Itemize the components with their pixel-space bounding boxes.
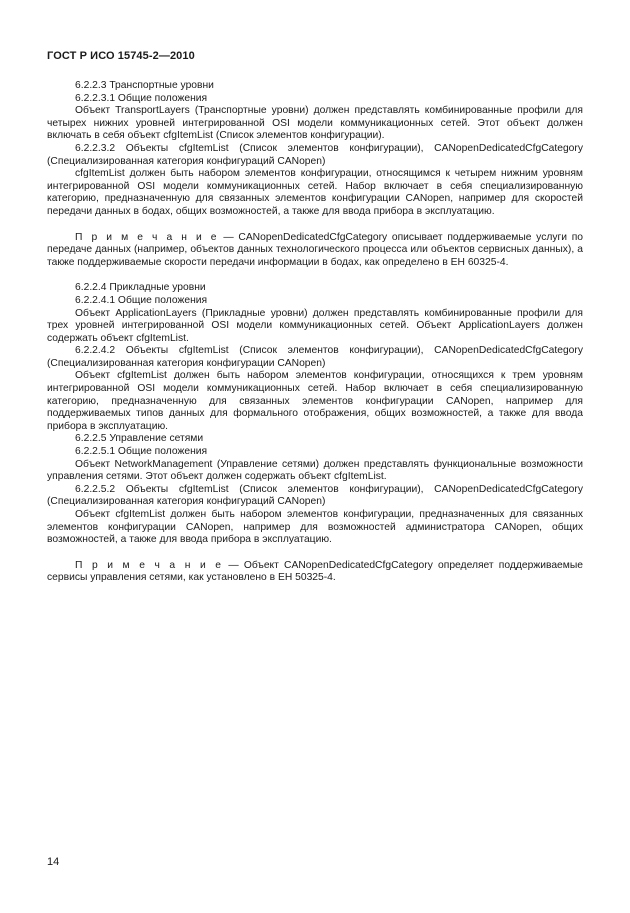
note-text: — CANopenDedicatedCfgCategory описывает поддерживаемые услуги по передаче данных (например, объектов данных технологического процесса или объектов сервисных данных), а также поддерживаемые скорости передачи информации в бодах, как определено в ЕН 60325-4.	[47, 231, 583, 268]
spacer	[47, 219, 583, 232]
paragraph: Объект TransportLayers (Транспортные уровни) должен представлять комбинированные профили для четырех нижних уровней интегрированной OSI модели коммуникационных сетей. Этот объект должен включать в себя объект cfgItemList (Список элементов конфигурации).	[47, 105, 583, 142]
note-text: — Объект CANopenDedicatedCfgCategory определяет поддерживаемые сервисы управления сетями, как установлено в ЕН 50325-4.	[47, 559, 583, 584]
paragraph: cfgItemList должен быть набором элементов конфигурации, относящимся к четырем нижним уровням интегрированной OSI модели коммуникационных сетей. Набор включает в себя специализированную категорию, предназначенную для связанных элементов конфигурации CANopen, например для скоростей передачи данных в бодах, общих возможностей, а также для ввода прибора в эксплуатацию.	[47, 168, 583, 217]
spacer	[47, 547, 583, 560]
paragraph: Объект ApplicationLayers (Прикладные уровни) должен представлять комбинированные профили для трех уровней интегрированной OSI модели коммуникационных сетей. Объект ApplicationLayers должен содержать объект cfgItemList.	[47, 307, 583, 344]
section-heading-network-management: 6.2.2.5 Управление сетями	[75, 433, 204, 445]
note	[47, 560, 583, 585]
paragraph: Объект cfgItemList должен быть набором элементов конфигурации, относящихся к трем уровням интегрированной OSI модели коммуникационных сетей. Набор включает в себя специализированную категорию, предназначенную для связанных элементов конфигурации CANopen, например для поддерживаемых типов данных для формального отображения, общих возможностей, а также для ввода прибора в эксплуатацию.	[47, 370, 583, 432]
paragraph: Объект NetworkManagement (Управление сетями) должен представлять функциональные возможности управления сетями. Этот объект должен содержать объект cfgItemList.	[47, 458, 583, 483]
document-body	[47, 80, 583, 585]
note-label: П р и м е ч а н и е	[75, 559, 224, 571]
paragraph: 6.2.2.3.2 Объекты cfgItemList (Список элементов конфигурации), CANopenDedicatedCfgCategory (Специализированная категория конфигураций CANopen)	[47, 142, 583, 167]
paragraph: 6.2.2.4.2 Объекты cfgItemList (Список элементов конфигурации), CANopenDedicatedCfgCategory (Специализированная категория конфигурации CANopen)	[47, 345, 583, 369]
paragraph: Объект cfgItemList должен быть набором элементов конфигурации, предназначенных для связанных элементов конфигурации CANopen, например для возможностей администратора CANopen, общих возможностей, а также для ввода прибора в эксплуатацию.	[47, 509, 583, 546]
paragraph: 6.2.2.5.2 Объекты cfgItemList (Список элементов конфигурации), CANopenDedicatedCfgCategory (Специализированная категория конфигураций CANopen)	[47, 483, 583, 508]
note-label: П р и м е ч а н и е	[75, 231, 219, 243]
section-heading-transport-layers: 6.2.2.3 Транспортные уровни	[75, 80, 214, 91]
spacer	[47, 269, 583, 282]
note	[47, 232, 583, 270]
subsection-heading-general: 6.2.2.5.1 Общие положения	[75, 446, 208, 458]
subsection-heading-general: 6.2.2.3.1 Общие положения	[75, 92, 208, 104]
document-header: ГОСТ Р ИСО 15745-2—2010	[47, 50, 195, 62]
subsection-heading-general: 6.2.2.4.1 Общие положения	[75, 294, 208, 306]
section-heading-application-layers: 6.2.2.4 Прикладные уровни	[75, 282, 206, 294]
page-number: 14	[47, 856, 60, 868]
